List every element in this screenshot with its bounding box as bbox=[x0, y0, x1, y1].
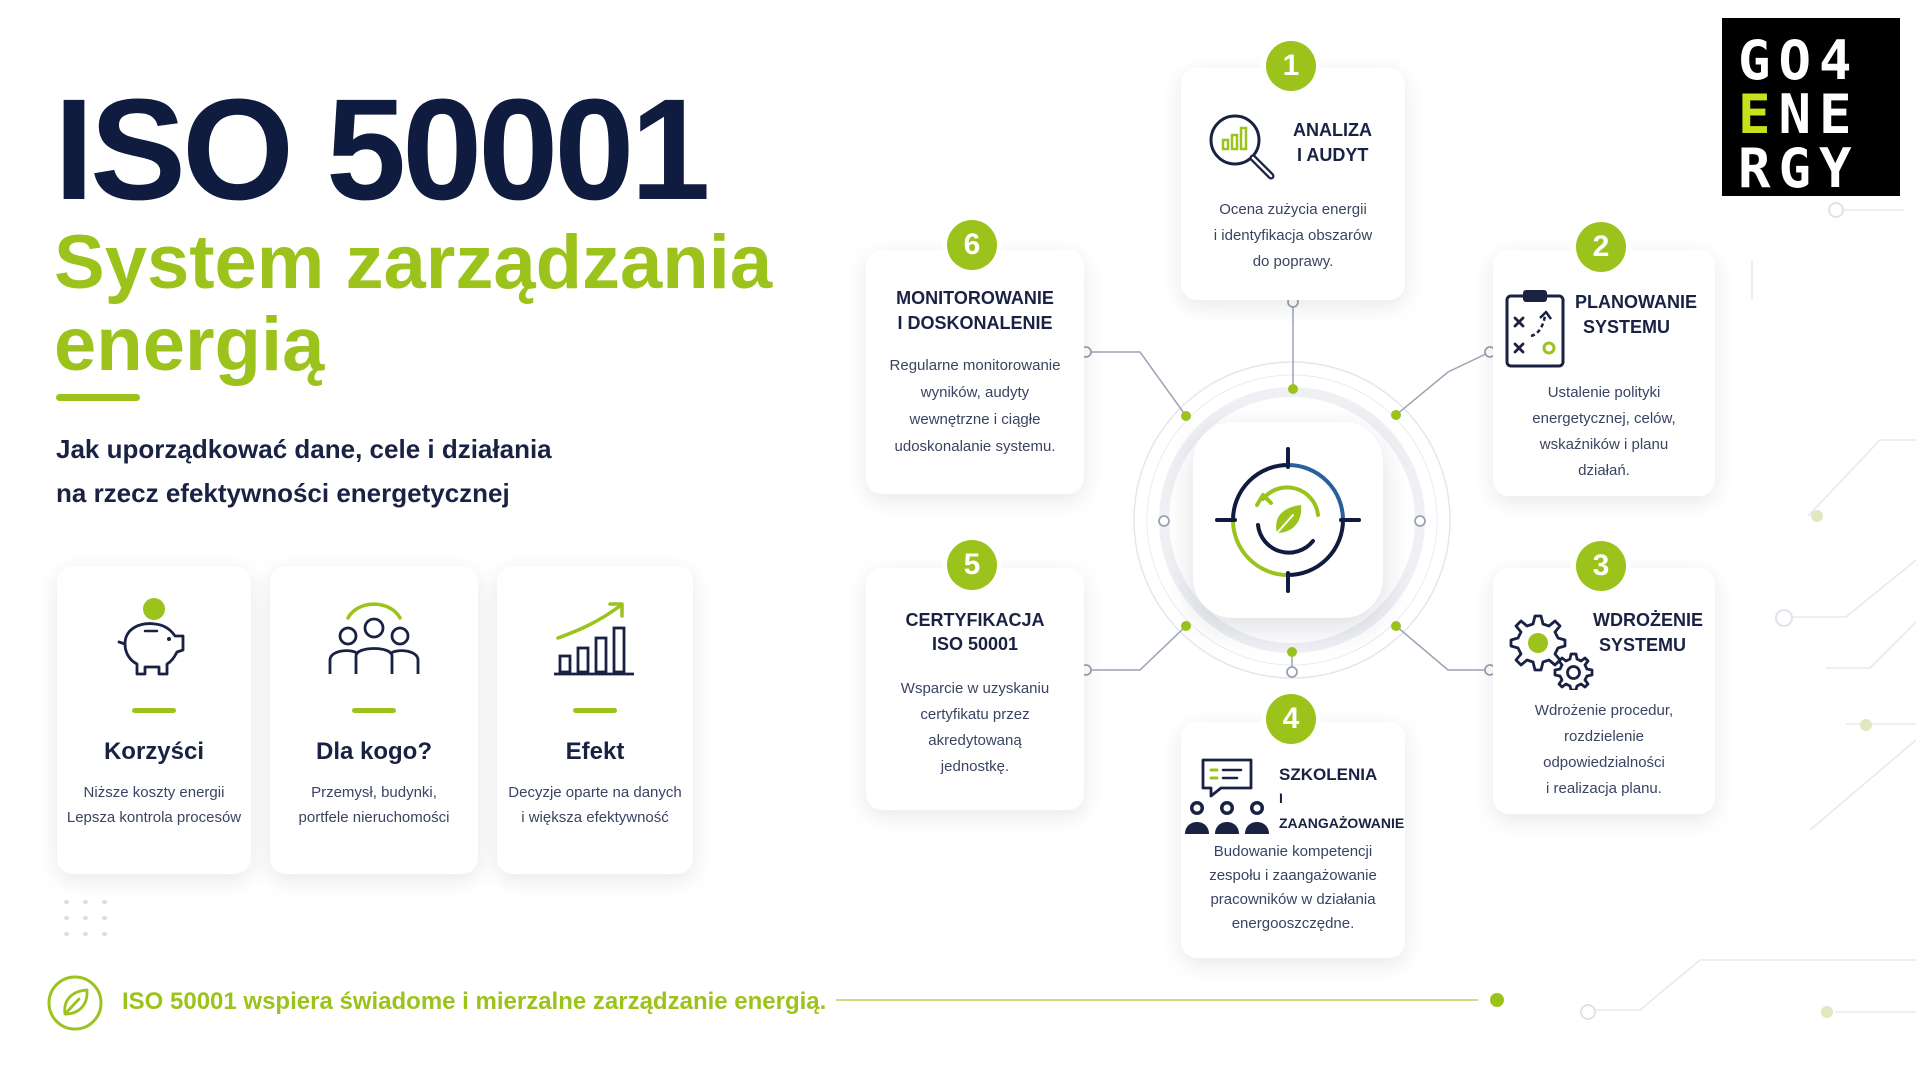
feature-divider bbox=[573, 708, 617, 713]
step-number-badge: 2 bbox=[1576, 222, 1626, 272]
step-title-line: I DOSKONALENIE bbox=[897, 313, 1053, 333]
step-card-analysis bbox=[1181, 68, 1405, 300]
logo-row: ENE bbox=[1738, 83, 1860, 146]
step-title-line: CERTYFIKACJA bbox=[905, 610, 1045, 630]
gears-icon bbox=[1501, 610, 1597, 690]
leaf-icon bbox=[46, 974, 104, 1032]
step-desc-line: certyfikatu przez bbox=[920, 706, 1030, 723]
step-desc-line: Budowanie kompetencji bbox=[1213, 843, 1373, 860]
step-title-line: SYSTEMU bbox=[1599, 635, 1687, 655]
feature-card-benefits bbox=[57, 566, 251, 874]
feature-text-line: portfele nieruchomości bbox=[298, 809, 450, 826]
step-desc-line: Wsparcie w uzyskaniu bbox=[900, 680, 1050, 697]
feature-text-line: Przemysł, budynki, bbox=[311, 784, 437, 801]
magnifier-chart-icon bbox=[1205, 110, 1281, 186]
step-title-line: SZKOLENIA bbox=[1279, 765, 1378, 784]
step-desc-line: Ustalenie polityki bbox=[1547, 384, 1661, 401]
footer-tagline: ISO 50001 wspiera świadome i mierzalne zarządzanie energią. bbox=[122, 988, 827, 1015]
training-team-icon bbox=[1181, 756, 1275, 836]
step-desc-line: Ocena zużycia energii bbox=[1219, 201, 1367, 218]
feature-card-audience bbox=[270, 566, 478, 874]
step-desc-line: Wdrożenie procedur, bbox=[1534, 702, 1674, 719]
step-card-planning bbox=[1493, 250, 1715, 496]
feature-card-effect bbox=[497, 566, 693, 874]
step-number-badge: 4 bbox=[1266, 694, 1316, 744]
feature-title: Korzyści bbox=[103, 738, 205, 765]
step-desc-line: zespołu i zaangażowanie bbox=[1209, 867, 1377, 884]
growth-chart-icon bbox=[550, 594, 640, 680]
feature-title: Efekt bbox=[565, 738, 625, 765]
step-title-line: ISO 50001 bbox=[931, 634, 1019, 654]
decorative-dot-grid bbox=[57, 894, 121, 942]
cycle-leaf-icon bbox=[1213, 445, 1363, 595]
step-desc-line: odpowiedzialności bbox=[1543, 754, 1665, 771]
step-desc-line: Regularne monitorowanie bbox=[889, 357, 1061, 374]
page-subtitle: System zarządzania energią bbox=[54, 220, 773, 387]
step-desc-line: rozdzielenie bbox=[1563, 728, 1645, 745]
title-underline bbox=[56, 394, 140, 401]
feature-text-line: Lepsza kontrola procesów bbox=[66, 809, 242, 826]
step-desc-line: energetycznej, celów, bbox=[1532, 410, 1676, 427]
piggy-bank-icon bbox=[111, 594, 197, 680]
step-card-certification bbox=[866, 568, 1084, 810]
logo-row: RGY bbox=[1738, 137, 1860, 200]
step-title-line: I ZAANGAŻOWANIE bbox=[1279, 790, 1405, 831]
step-number-badge: 1 bbox=[1266, 41, 1316, 91]
step-desc-line: wewnętrzne i ciągłe bbox=[909, 411, 1041, 428]
step-card-training bbox=[1181, 722, 1405, 958]
step-number-badge: 3 bbox=[1576, 541, 1626, 591]
step-number-badge: 5 bbox=[947, 540, 997, 590]
step-title-line: PLANOWANIE bbox=[1575, 292, 1698, 312]
lead-text-line-1: Jak uporządkować dane, cele i działania bbox=[56, 434, 552, 464]
step-desc-line: działań. bbox=[1578, 462, 1630, 479]
step-title-line: ANALIZA bbox=[1293, 120, 1372, 140]
step-desc-line: i identyfikacja obszarów bbox=[1213, 227, 1373, 244]
step-title-line: SYSTEMU bbox=[1583, 317, 1671, 337]
step-number-badge: 6 bbox=[947, 220, 997, 270]
step-desc-line: wyników, audyty bbox=[920, 384, 1030, 401]
step-title-line: I AUDYT bbox=[1297, 145, 1369, 165]
step-desc-line: udoskonalanie systemu. bbox=[894, 438, 1056, 455]
clipboard-plan-icon bbox=[1503, 286, 1569, 370]
logo-row: GO4 bbox=[1738, 29, 1860, 92]
step-title-line: MONITOROWANIE bbox=[896, 288, 1054, 308]
feature-divider bbox=[352, 708, 396, 713]
people-group-icon bbox=[322, 594, 426, 680]
step-desc-line: pracowników w działania bbox=[1210, 891, 1376, 908]
step-desc-line: do poprawy. bbox=[1252, 253, 1334, 270]
step-card-implementation bbox=[1493, 568, 1715, 814]
feature-text-line: Niższe koszty energii bbox=[83, 784, 225, 801]
step-desc-line: energooszczędne. bbox=[1231, 915, 1355, 932]
feature-divider bbox=[132, 708, 176, 713]
feature-title: Dla kogo? bbox=[315, 738, 432, 765]
step-desc-line: i realizacja planu. bbox=[1546, 780, 1662, 797]
step-card-monitoring bbox=[866, 250, 1084, 494]
feature-text-line: i większa efektywność bbox=[521, 809, 669, 826]
step-desc-line: jednostkę. bbox=[940, 758, 1010, 775]
step-title-line: WDROŻENIE bbox=[1593, 610, 1703, 630]
page-title: ISO 50001 bbox=[54, 69, 707, 230]
lead-text-line-2: na rzecz efektywności energetycznej bbox=[56, 478, 510, 508]
go4energy-logo bbox=[1722, 18, 1900, 200]
step-desc-line: akredytowaną bbox=[928, 732, 1022, 749]
feature-text-line: Decyzje oparte na danych bbox=[508, 784, 682, 801]
step-desc-line: wskaźników i planu bbox=[1539, 436, 1669, 453]
center-hub bbox=[1193, 422, 1383, 618]
